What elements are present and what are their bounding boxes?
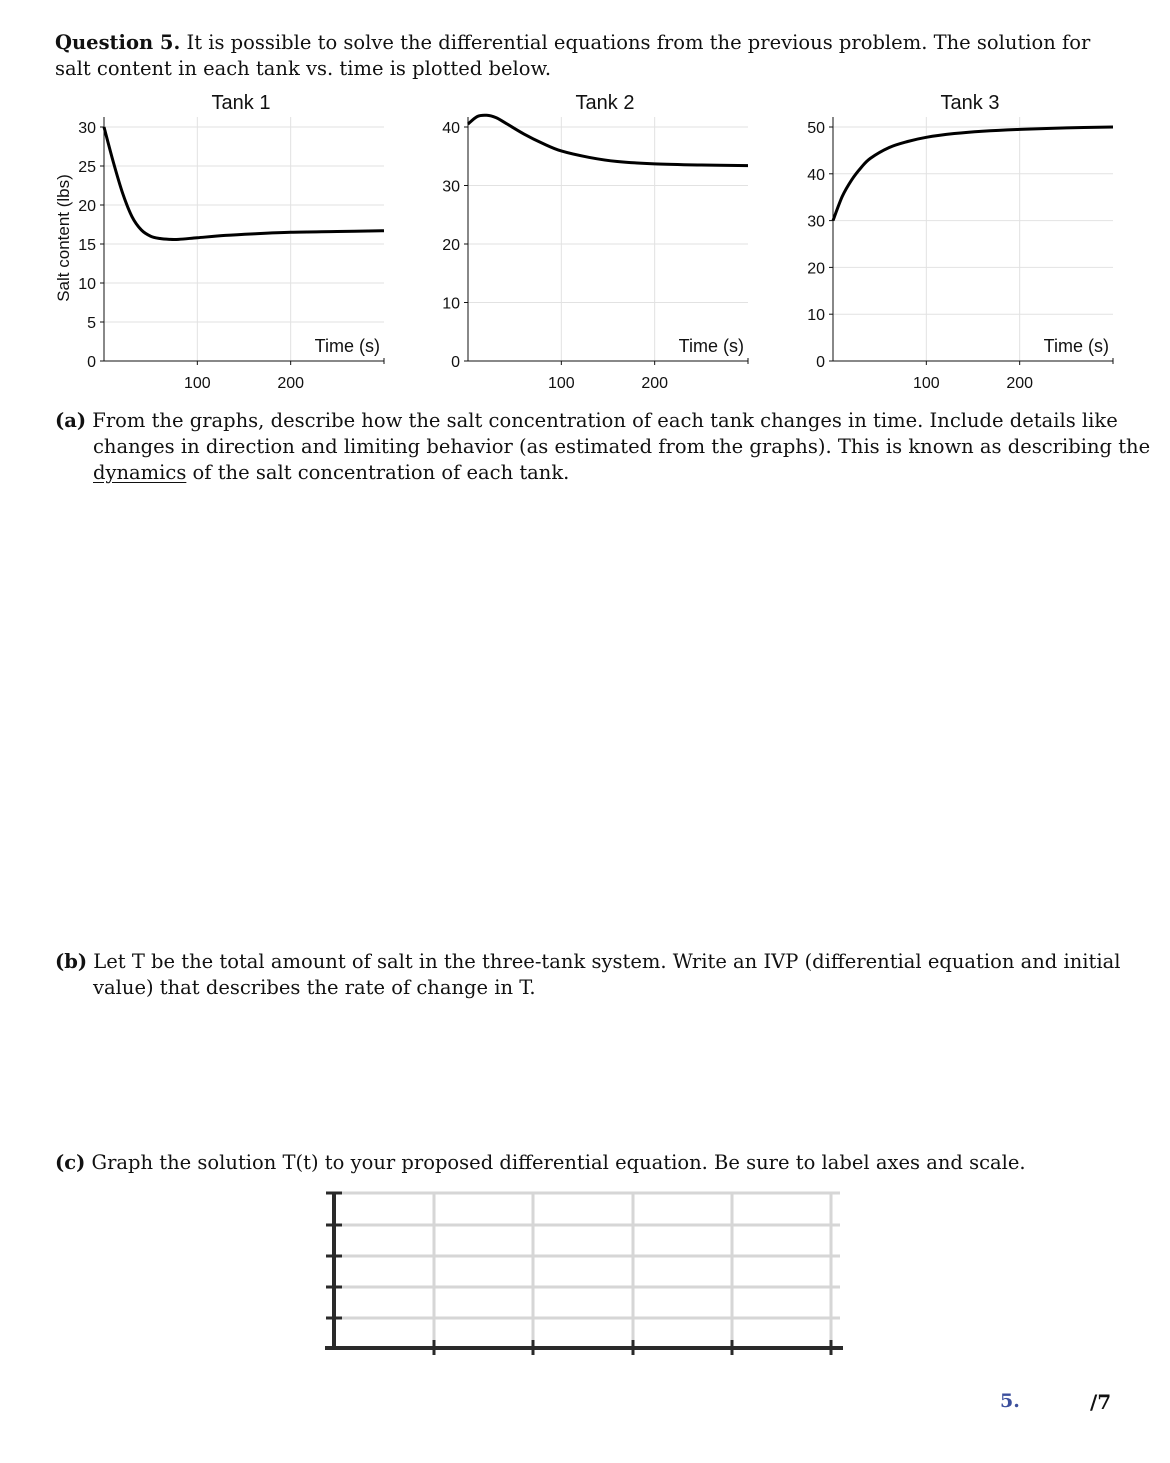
- part-a-underlined: dynamics: [93, 461, 187, 484]
- tank3-ytick-label: 30: [807, 213, 825, 231]
- tank3-ytick-label: 50: [807, 120, 825, 137]
- tank1-ytick-label: 5: [87, 315, 96, 332]
- tank1-xtick-label: 100: [183, 375, 211, 392]
- tank2-ytick-label: 10: [442, 295, 460, 313]
- part-c-label: (c): [55, 1151, 86, 1174]
- tank1-ytick-label: 25: [78, 159, 96, 176]
- tank1-xtick-label: 200: [277, 375, 305, 392]
- tank2-series-line: [468, 115, 748, 165]
- part-a-label: (a): [55, 409, 87, 432]
- question-body: It is possible to solve the differential equations from the previous problem. The solution for salt content in each tank vs. time is plotted below.: [55, 31, 1091, 80]
- answer-grid-ticks: [326, 1193, 831, 1355]
- tank2-ytick-label: 40: [442, 120, 460, 137]
- tank3-xlabel: Time (s): [1043, 336, 1109, 356]
- part-b-label: (b): [55, 950, 88, 973]
- tank3-xtick-label: 200: [1006, 375, 1034, 392]
- footer-question-number: 5.: [1000, 1390, 1020, 1412]
- tank2-ytick-label: 0: [451, 354, 460, 371]
- tank-charts: [0, 0, 1170, 400]
- part-a: [55, 408, 1153, 486]
- tank3-ytick-label: 20: [807, 260, 825, 278]
- answer-grid-lines: [334, 1193, 840, 1348]
- part-c-text: Graph the solution T(t) to your proposed differential equation. Be sure to label axes and scale.: [85, 1151, 1026, 1174]
- tank1-series-line: [104, 127, 384, 239]
- tank1-title: Tank 1: [211, 92, 271, 114]
- footer-points: /7: [1090, 1390, 1112, 1414]
- part-c: [55, 1150, 1153, 1176]
- part-b-text: Let T be the total amount of salt in the three-tank system. Write an IVP (differential equation and initial value) that describes the rate of change in T.: [87, 950, 1121, 999]
- tank1-ytick-label: 20: [78, 198, 96, 215]
- tank3-ytick-label: 0: [816, 354, 825, 371]
- tank3-ytick-label: 40: [807, 166, 825, 184]
- tank2-xtick-label: 100: [547, 375, 575, 392]
- tank1-ytick-label: 0: [87, 354, 96, 371]
- tank2-xtick-label: 200: [641, 375, 669, 392]
- tank1-ytick-label: 15: [78, 237, 96, 254]
- tank1-ylabel: Salt content (lbs): [54, 174, 73, 302]
- tank2-ytick-label: 30: [442, 178, 460, 196]
- tank1-ytick-label: 30: [78, 120, 96, 137]
- part-b: [55, 949, 1153, 1001]
- part-a-text-end: of the salt concentration of each tank.: [186, 461, 570, 484]
- tank2-title: Tank 2: [575, 92, 635, 114]
- answer-grid-axes: [325, 1193, 843, 1350]
- part-a-text: From the graphs, describe how the salt concentration of each tank changes in time. Include details like changes in direction and limiting behavior (as estimated from the graphs). This is known as describing the: [86, 409, 1151, 458]
- tank1-ytick-label: 10: [78, 276, 96, 293]
- tank3-ytick-label: 10: [807, 307, 825, 325]
- tank3-title: Tank 3: [940, 92, 1000, 114]
- answer-grid[interactable]: [320, 1185, 850, 1360]
- tank2-xlabel: Time (s): [678, 336, 744, 356]
- tank2-ytick-label: 20: [442, 237, 460, 254]
- tank3-xtick-label: 100: [912, 375, 940, 392]
- question-label: Question 5.: [55, 31, 181, 54]
- tank1-xlabel: Time (s): [314, 336, 380, 356]
